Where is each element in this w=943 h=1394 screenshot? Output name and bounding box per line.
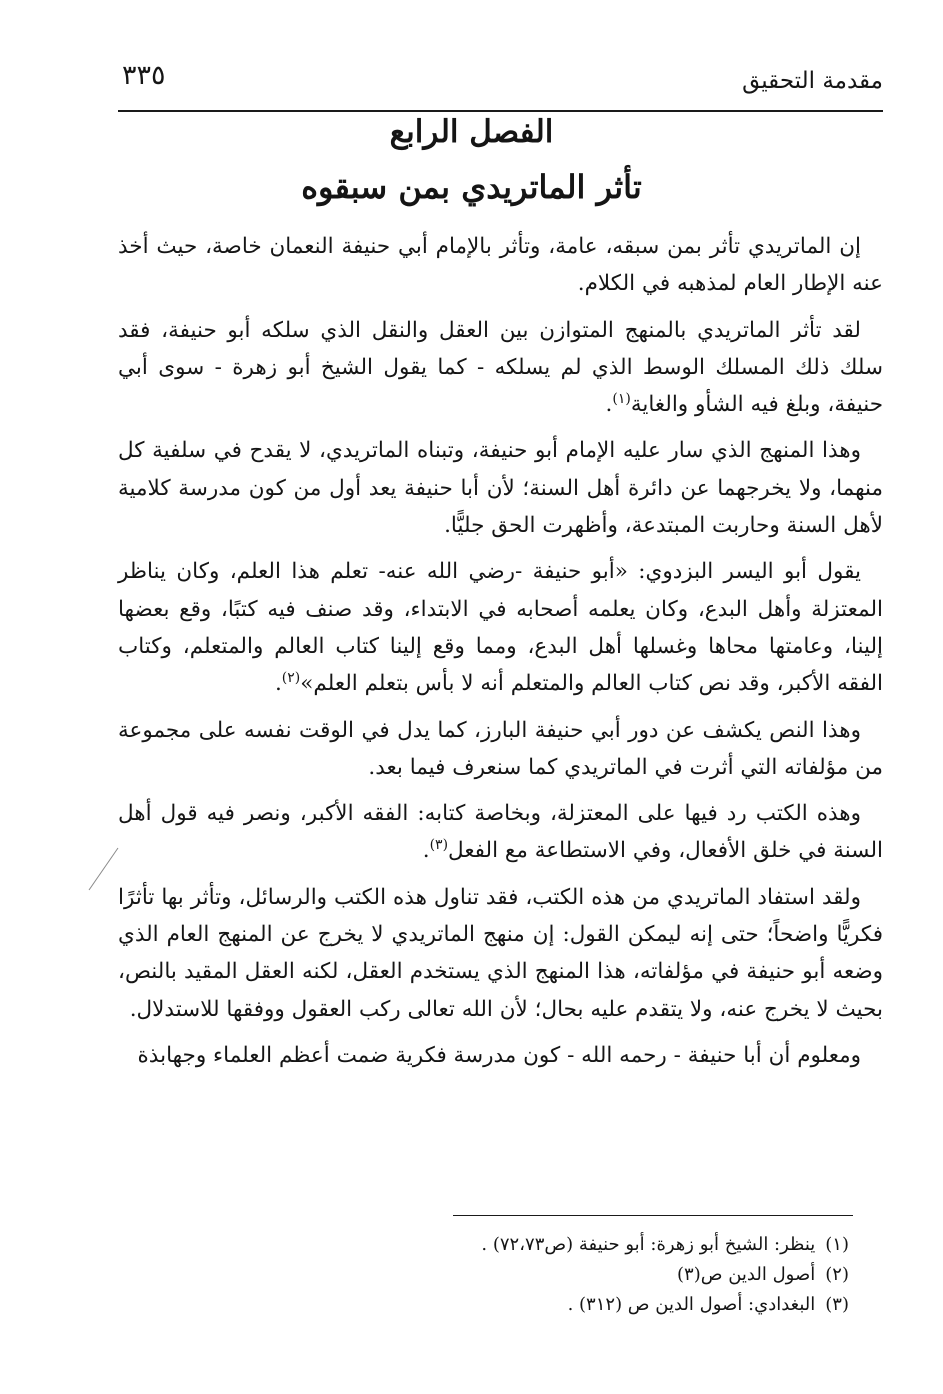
footnote-text: أصول الدين ص(٣) (677, 1264, 816, 1285)
footnotes (118, 1230, 849, 1320)
paragraph: يقول أبو اليسر البزدوي: «أبو حنيفة -رضي الله عنه- تعلم هذا العلم، وكان يناظر المعتزلة وأهل البدع، وكان يعلمه أصحابه في الابتداء، وقد صنف فيه كتبًا، وقع بعضها إلينا، وعامتها محاها وغسلها أهل البدع، ومما وقع إلينا كتاب العالم والمتعلم، وكتاب الفقه الأكبر، وقد نص كتاب العالم والمتعلم أنه لا بأس بتعلم العلم»$^{(٢)}$. (118, 559, 883, 697)
paragraph: إن الماتريدي تأثر بمن سبقه، عامة، وتأثر بالإمام أبي حنيفة النعمان خاصة، حيث أخذ عنه الإطار العام لمذهبه في الكلام. (118, 234, 883, 297)
footnote-ref[interactable]: (٢) (281, 670, 301, 687)
footnote-text: ينظر: الشيخ أبو زهرة: أبو حنيفة (ص٧٢،٧٣) . (481, 1234, 816, 1255)
footnote-number: (١) (825, 1234, 849, 1255)
paragraph: لقد تأثر الماتريدي بالمنهج المتوازن بين العقل والنقل الذي سلكه أبو حنيفة، فقد سلك ذلك المسلك الوسط الذي لم يسلكه - كما يقول الشيخ أبو زهرة - سوى أبي حنيفة، وبلغ فيه الشأو والغاية$^{(١)}$. (118, 317, 883, 418)
footnote-ref[interactable]: (٣) (429, 837, 449, 854)
footnote-ref[interactable]: (١) (612, 391, 631, 408)
footnote-item (118, 1290, 849, 1320)
margin-pencil-mark (86, 846, 120, 892)
paragraph: وهذا النص يكشف عن دور أبي حنيفة البارز، كما يدل في الوقت نفسه على مجموعة من مؤلفاته التي أثرت في الماتريدي كما سنعرف فيما بعد. (118, 717, 883, 780)
footnote-number: (٣) (825, 1294, 849, 1315)
footnote-item (118, 1260, 849, 1290)
section-title: تأثر الماتريدي بمن سبقوه (301, 168, 642, 206)
running-header (118, 58, 883, 108)
paragraph: وهذا المنهج الذي سار عليه الإمام أبو حنيفة، وتبناه الماتريدي، لا يقدح في سلفية كل منهما، ولا يخرجهما عن دائرة أهل السنة؛ لأن أبا حنيفة يعد أول من كون مدرسة كلامية لأهل السنة وحاربت المبتدعة، وأظهرت الحق جليًّا. (118, 438, 883, 539)
page-number: ٣٣٥ (122, 60, 166, 91)
footnote-item (118, 1230, 849, 1260)
paragraph: ولقد استفاد الماتريدي من هذه الكتب، فقد تناول هذه الكتب والرسائل، وتأثر بها تأثرًا فكريًّا واضحاً؛ حتى إنه ليمكن القول: إن منهج الماتريدي لا يخرج عن المنهج العام الذي وضعه أبو حنيفة في مؤلفاته، هذا المنهج الذي يستخدم العقل، لكنه العقل المقيد بالنص، بحيث لا يخرج عنه، ولا يتقدم عليه بحال؛ لأن الله تعالى ركب العقول ووفقها للاستدلال. (118, 884, 883, 1022)
footnote-number: (٢) (825, 1264, 849, 1285)
footnote-separator (453, 1215, 853, 1216)
header-rule (118, 110, 883, 112)
footnote-text: البغدادي: أصول الدين ص (٣١٢) . (567, 1294, 816, 1315)
paragraph: ومعلوم أن أبا حنيفة - رحمه الله - كون مدرسة فكرية ضمت أعظم العلماء وجهابذة (137, 1042, 861, 1068)
main-text (118, 228, 883, 1083)
paragraph: وهذه الكتب رد فيها على المعتزلة، وبخاصة كتابه: الفقه الأكبر، ونصر فيه قول أهل السنة في خلق الأفعال، وفي الاستطاعة مع الفعل$^{(٣)}$. (118, 801, 883, 864)
running-header-title: مقدمة التحقيق (742, 68, 883, 94)
chapter-title: الفصل الرابع (389, 114, 554, 150)
